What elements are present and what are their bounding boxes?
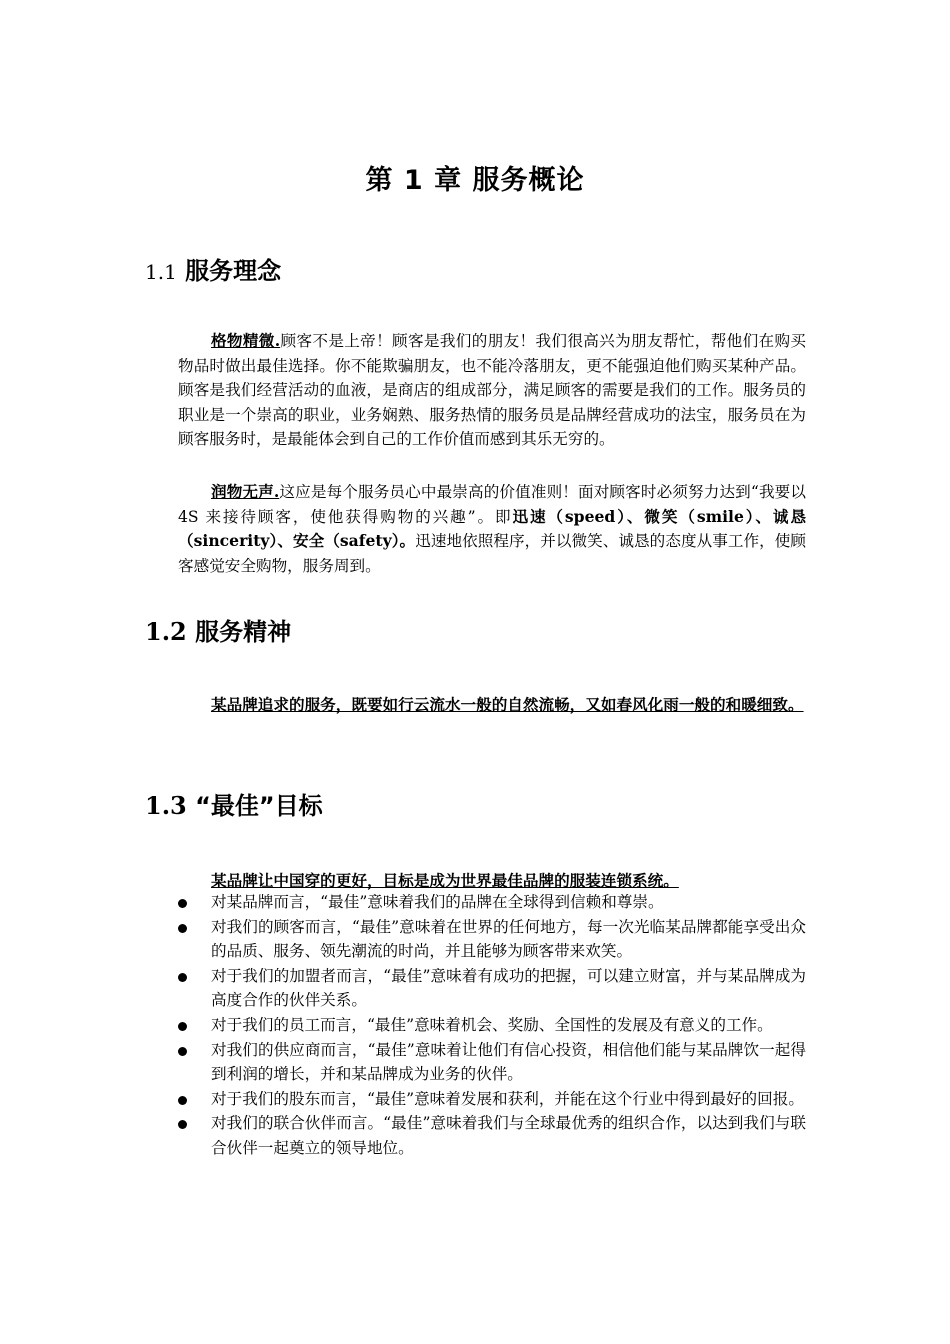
list-item: 对我们的顾客而言，“最佳”意味着在世界的任何地方，每一次光临某品牌都能享受出众的品质、服务、领先潮流的时尚，并且能够为顾客带来欢笑。 <box>211 915 806 964</box>
section-title: “最佳”目标 <box>195 792 323 820</box>
bullet-icon <box>178 1120 187 1129</box>
bullet-icon <box>178 1047 187 1056</box>
section-title: 服务理念 <box>185 257 282 285</box>
goal-bullet-list <box>0 890 950 1161</box>
list-item: 对于我们的股东而言，“最佳”意味着发展和获利，并能在这个行业中得到最好的回报。 <box>211 1087 806 1112</box>
section-heading-1-2 <box>145 612 291 647</box>
paragraph-lead: 润物无声. <box>211 482 280 501</box>
paragraph-bold-text: 迅速（speed）、微笑（smile）、诚恳（sincerity）、安全（safety）。 <box>178 506 806 551</box>
section-heading-1-1 <box>145 251 281 286</box>
section-title: 服务精神 <box>195 618 292 646</box>
chapter-title: 第 1 章 服务概论 <box>365 165 585 196</box>
list-item: 对某品牌而言，“最佳”意味着我们的品牌在全球得到信赖和尊崇。 <box>211 890 806 915</box>
paragraph-text: 顾客不是上帝！顾客是我们的朋友！我们很高兴为朋友帮忙，帮他们在购买物品时做出最佳选择。你不能欺骗朋友，也不能冷落朋友，更不能强迫他们购买某种产品。顾客是我们经营活动的血液，是商店的组成部分，满足顾客的需要是我们的工作。服务员的职业是一个崇高的职业，业务娴熟、服务热情的服务员是品牌经营成功的法宝，服务员在为顾客服务时，是最能体会到自己的工作价值而感到其乐无穷的。 <box>178 332 806 449</box>
section-heading-1-3 <box>145 786 323 821</box>
service-spirit-quote: 某品牌追求的服务，既要如行云流水一般的自然流畅，又如春风化雨一般的和暖细致。 <box>211 695 804 714</box>
list-item: 对我们的供应商而言，“最佳”意味着让他们有信心投资，相信他们能与某品牌饮一起得到利润的增长，并和某品牌成为业务的伙伴。 <box>211 1038 806 1087</box>
list-item: 对于我们的加盟者而言，“最佳”意味着有成功的把握，可以建立财富，并与某品牌成为高度合作的伙伴关系。 <box>211 964 806 1013</box>
section-number: 1.1 <box>145 260 177 284</box>
paragraph-service-philosophy-1 <box>178 329 806 452</box>
paragraph-service-philosophy-2 <box>178 480 806 578</box>
list-item: 对我们的联合伙伴而言。“最佳”意味着我们与全球最优秀的组织合作，以达到我们与联合伙伴一起奠立的领导地位。 <box>211 1111 806 1160</box>
list-item: 对于我们的员工而言，“最佳”意味着机会、奖励、全国性的发展及有意义的工作。 <box>211 1013 806 1038</box>
goal-statement: 某品牌让中国穿的更好，目标是成为世界最佳品牌的服装连锁系统。 <box>211 871 679 890</box>
paragraph-text: 迅速地依照程序，并以微笑、诚恳的态度从事工作，使顾客感觉安全购物，服务周到。 <box>178 532 806 575</box>
paragraph-lead: 格物精微. <box>211 331 281 350</box>
bullet-icon <box>178 1096 187 1105</box>
bullet-icon <box>178 899 187 908</box>
paragraph-text: 这应是每个服务员心中最崇高的价值准则！面对顾客时必须努力达到“我要以 4S 来接待顾客，使他获得购物的兴趣”。即 <box>178 483 806 526</box>
bullet-icon <box>178 924 187 933</box>
bullet-icon <box>178 973 187 982</box>
section-number: 1.2 <box>145 617 187 646</box>
section-number: 1.3 <box>145 791 187 820</box>
bullet-icon <box>178 1022 187 1031</box>
